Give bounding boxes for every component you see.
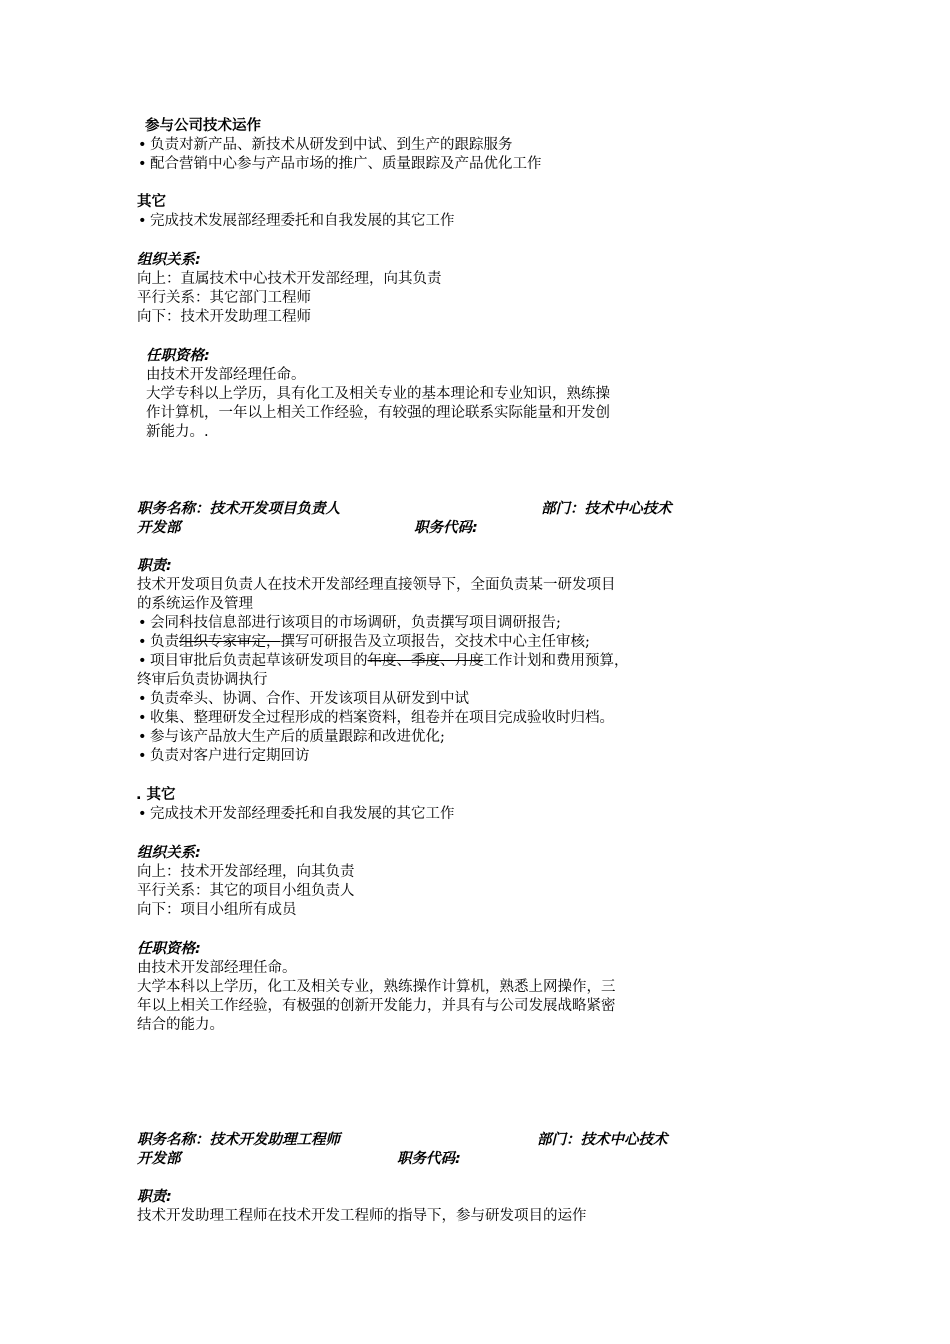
- job-code: 职务代码:: [397, 1151, 461, 1167]
- bullet-icon: •: [138, 729, 147, 745]
- deleted-text: 组织专家审定，: [179, 634, 281, 650]
- bullet-icon: •: [138, 806, 147, 822]
- text-line: 平行关系：其它部门工程师: [137, 290, 311, 306]
- list-item: • 参与该产品放大生产后的质量跟踪和改进优化;: [138, 729, 445, 745]
- bullet-icon: •: [138, 710, 147, 726]
- list-item: • 配合营销中心参与产品市场的推广、质量跟踪及产品优化工作: [138, 156, 542, 172]
- bullet-icon: •: [138, 213, 147, 229]
- section-heading: 组织关系:: [137, 845, 201, 861]
- department-cont: 开发部: [137, 1151, 181, 1167]
- text-line: 技术开发助理工程师在技术开发工程师的指导下，参与研发项目的运作: [137, 1208, 587, 1224]
- text-line: 技术开发项目负责人在技术开发部经理直接领导下，全面负责某一研发项目: [137, 577, 616, 593]
- section-heading: 参与公司技术运作: [145, 118, 261, 134]
- section-heading: 职责:: [137, 558, 172, 574]
- text-line: 新能力。.: [146, 424, 209, 440]
- list-item: • 负责对客户进行定期回访: [138, 748, 310, 764]
- job-title: 职务名称：技术开发项目负责人: [137, 501, 340, 517]
- text-line: 平行关系：其它的项目小组负责人: [137, 883, 355, 899]
- text-line: 向上：技术开发部经理，向其负责: [137, 864, 355, 880]
- text-line: 结合的能力。: [137, 1017, 224, 1033]
- bullet-icon: •: [138, 615, 147, 631]
- list-item: • 完成技术发展部经理委托和自我发展的其它工作: [138, 213, 455, 229]
- list-item: • 负责组织专家审定，撰写可研报告及立项报告，交技术中心主任审核;: [138, 634, 590, 650]
- section-heading: 任职资格:: [137, 941, 201, 957]
- bullet-icon: •: [138, 156, 147, 172]
- bullet-icon: •: [138, 634, 147, 650]
- department-cont: 开发部: [137, 520, 181, 536]
- text-line: 由技术开发部经理任命。: [146, 367, 306, 383]
- list-item: • 项目审批后负责起草该研发项目的年度、季度、月度工作计划和费用预算，: [138, 653, 629, 669]
- section-heading: . 其它: [136, 787, 176, 803]
- section-heading: 任职资格:: [146, 348, 210, 364]
- text-line: 年以上相关工作经验，有极强的创新开发能力，并具有与公司发展战略紧密: [137, 998, 616, 1014]
- department: 部门：技术中心技术: [537, 1132, 668, 1148]
- text-line: 终审后负责协调执行: [137, 672, 268, 688]
- job-code: 职务代码:: [414, 520, 478, 536]
- text-line: 大学本科以上学历，化工及相关专业，熟练操作计算机，熟悉上网操作，三: [137, 979, 616, 995]
- section-heading: 组织关系:: [137, 252, 201, 268]
- job-title: 职务名称：技术开发助理工程师: [137, 1132, 340, 1148]
- text-line: 向下：项目小组所有成员: [137, 902, 297, 918]
- list-item: • 负责牵头、协调、合作、开发该项目从研发到中试: [138, 691, 469, 707]
- list-item: • 负责对新产品、新技术从研发到中试、到生产的跟踪服务: [138, 137, 513, 153]
- text-line: 由技术开发部经理任命。: [137, 960, 297, 976]
- text-line: 的系统运作及管理: [137, 596, 253, 612]
- bullet-icon: •: [138, 137, 147, 153]
- text-line: 向上：直属技术中心技术开发部经理，向其负责: [137, 271, 442, 287]
- text-line: 大学专科以上学历，具有化工及相关专业的基本理论和专业知识，熟练操: [146, 386, 610, 402]
- text-line: 作计算机，一年以上相关工作经验，有较强的理论联系实际能量和开发创: [146, 405, 610, 421]
- list-item: • 会同科技信息部进行该项目的市场调研，负责撰写项目调研报告;: [138, 615, 561, 631]
- bullet-icon: •: [138, 691, 147, 707]
- bullet-icon: •: [138, 748, 147, 764]
- list-item: • 完成技术开发部经理委托和自我发展的其它工作: [138, 806, 455, 822]
- deleted-text: 年度、季度、月度: [367, 653, 484, 669]
- bullet-icon: •: [138, 653, 147, 669]
- text-line: 向下：技术开发助理工程师: [137, 309, 311, 325]
- list-item: • 收集、整理研发全过程形成的档案资料，组卷并在项目完成验收时归档。: [138, 710, 614, 726]
- section-heading: 职责:: [137, 1189, 172, 1205]
- department: 部门：技术中心技术: [541, 501, 672, 517]
- section-heading: 其它: [137, 194, 166, 210]
